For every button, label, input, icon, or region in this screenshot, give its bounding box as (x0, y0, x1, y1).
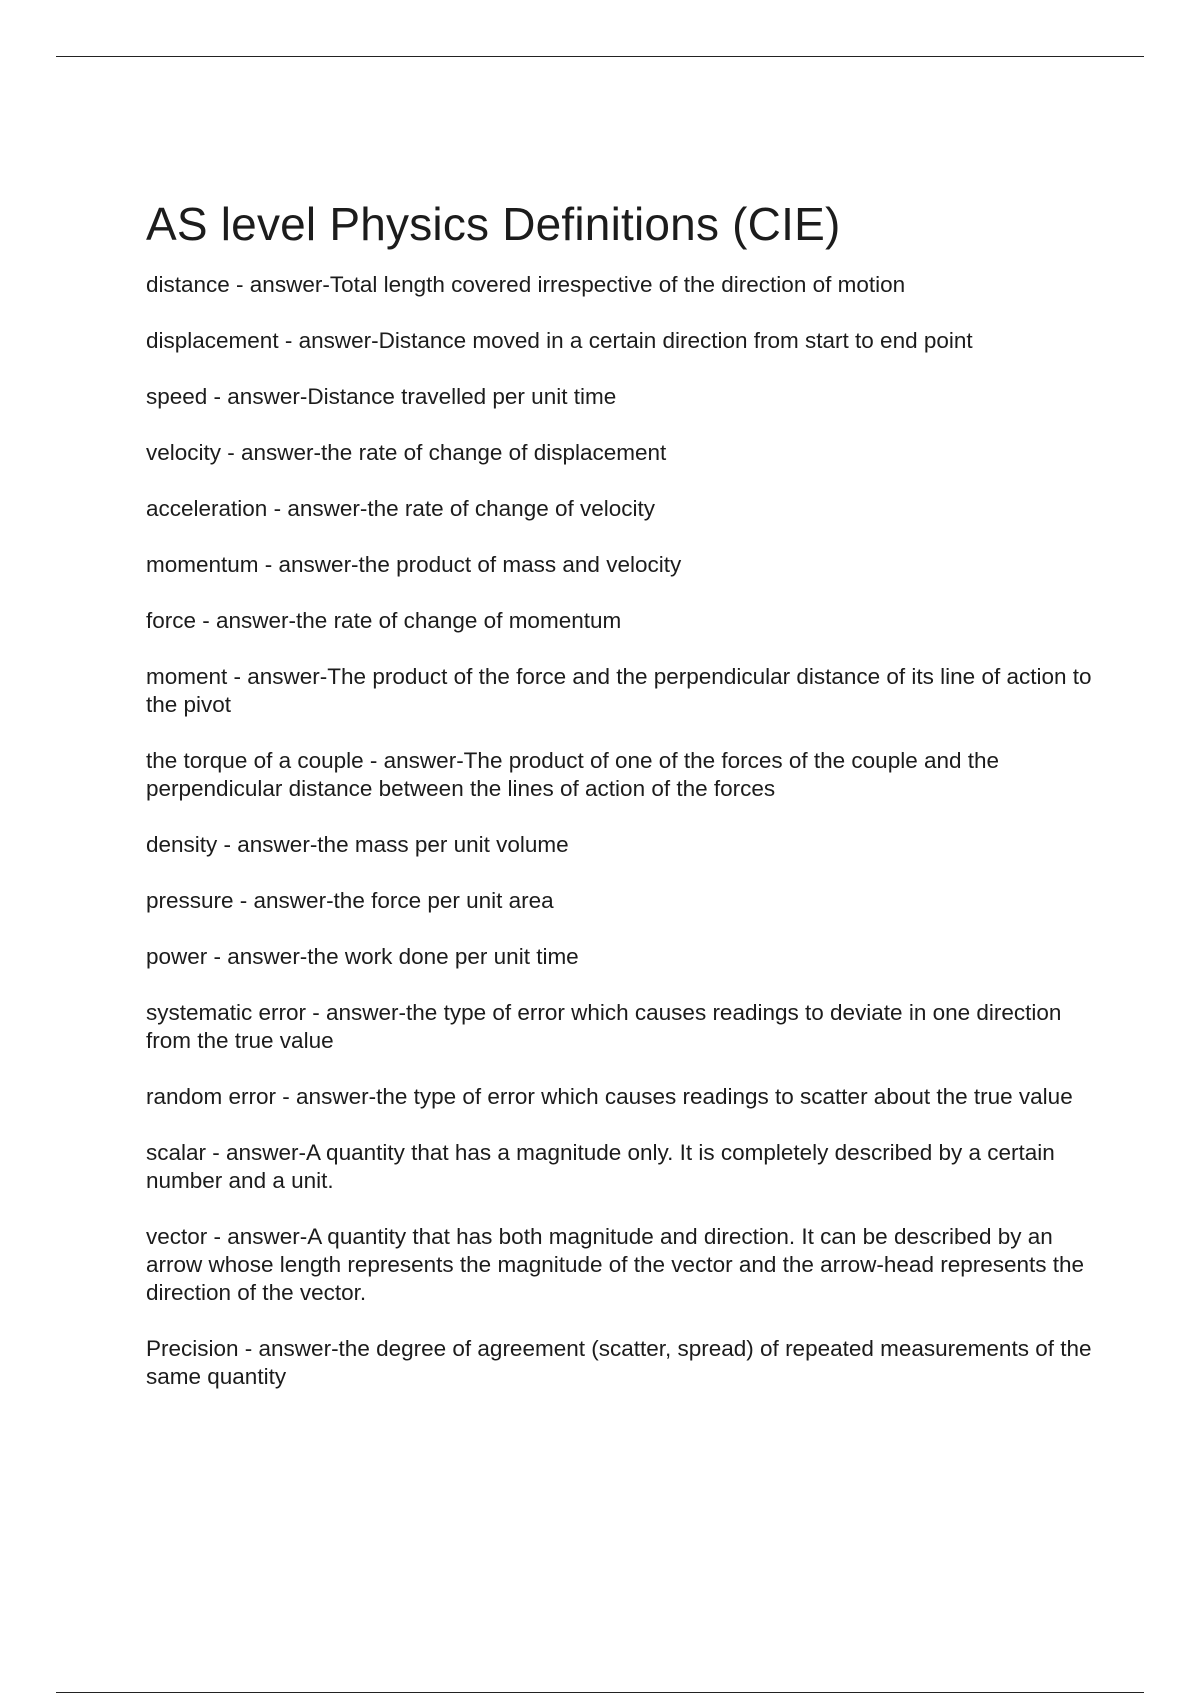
definition-item: force - answer-the rate of change of momentum (146, 607, 622, 633)
page-content (146, 198, 1096, 1419)
definition-item: systematic error - answer-the type of error which causes readings to deviate in one direction from the true value (146, 999, 1062, 1053)
definition-item: momentum - answer-the product of mass and velocity (146, 551, 682, 577)
definition-item: vector - answer-A quantity that has both magnitude and direction. It can be described by an arrow whose length represents the magnitude of the vector and the arrow-head represents the direction of the vector. (146, 1223, 1085, 1305)
header-rule (56, 56, 1144, 57)
footer-rule (56, 1692, 1144, 1693)
definition-item: scalar - answer-A quantity that has a magnitude only. It is completely described by a certain number and a unit. (146, 1139, 1055, 1193)
definition-item: random error - answer-the type of error which causes readings to scatter about the true value (146, 1083, 1073, 1109)
definition-item: speed - answer-Distance travelled per unit time (146, 383, 617, 409)
definition-item: pressure - answer-the force per unit area (146, 887, 554, 913)
definition-item: Precision - answer-the degree of agreement (scatter, spread) of repeated measurements of the same quantity (146, 1335, 1092, 1389)
definition-item: velocity - answer-the rate of change of displacement (146, 439, 667, 465)
page-title: AS level Physics Definitions (CIE) (146, 198, 841, 250)
definitions-list (146, 271, 1096, 1391)
definition-item: displacement - answer-Distance moved in a certain direction from start to end point (146, 327, 973, 353)
definition-item: density - answer-the mass per unit volume (146, 831, 569, 857)
definition-item: moment - answer-The product of the force and the perpendicular distance of its line of action to the pivot (146, 663, 1092, 717)
definition-item: distance - answer-Total length covered irrespective of the direction of motion (146, 271, 906, 297)
definition-item: the torque of a couple - answer-The product of one of the forces of the couple and the perpendicular distance between the lines of action of the forces (146, 747, 1000, 801)
definition-item: acceleration - answer-the rate of change of velocity (146, 495, 656, 521)
definition-item: power - answer-the work done per unit time (146, 943, 579, 969)
